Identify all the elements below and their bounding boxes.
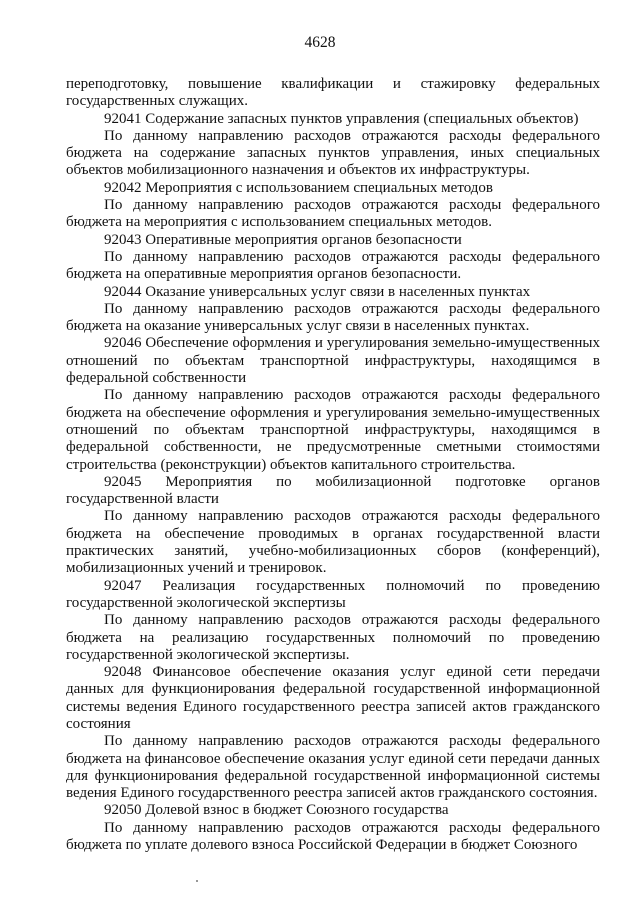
code-heading-92045: 92045 Мероприятия по мобилизационной подготовке органов государственной власти — [66, 473, 600, 508]
code-heading-92044: 92044 Оказание универсальных услуг связи в населенных пунктах — [104, 283, 531, 300]
description-92043: По данному направлению расходов отражаются расходы федерального бюджета на оперативные мероприятия органов безопасности. — [66, 248, 600, 283]
code-heading-92042: 92042 Мероприятия с использованием специальных методов — [104, 179, 493, 196]
code-heading-92050: 92050 Долевой взнос в бюджет Союзного государства — [104, 802, 449, 819]
page-number: 4628 — [304, 34, 336, 51]
description-92048: По данному направлению расходов отражаются расходы федерального бюджета на финансовое обеспечение оказания услуг единой сети передачи данных для функционирования федеральной государственной информационной системы ведения Единого государственного реестра записей актов гражданского состояния. — [66, 733, 600, 802]
description-92050: По данному направлению расходов отражаются расходы федерального бюджета по уплате долевого взноса Российской Федерации в бюджет Союзного — [66, 819, 600, 854]
description-92047: По данному направлению расходов отражаются расходы федерального бюджета на реализацию государственных полномочий по проведению государственной экологической экспертизы. — [66, 612, 600, 663]
description-92044: По данному направлению расходов отражаются расходы федерального бюджета на оказание универсальных услуг связи в населенных пунктах. — [66, 300, 600, 335]
code-heading-92048: 92048 Финансовое обеспечение оказания услуг единой сети передачи данных для функционирования федеральной государственной информационной системы ведения Единого государственного реестра записей актов гражданского состояния — [66, 664, 600, 732]
code-heading-92046: 92046 Обеспечение оформления и урегулирования земельно-имущественных отношений по объектам транспортной инфраструктуры, находящимся в федеральной собственности — [66, 335, 600, 387]
description-92046: По данному направлению расходов отражаются расходы федерального бюджета на обеспечение оформления и урегулирования земельно-имущественных отношений по объектам транспортной инфраструктуры, находящимся в федеральной собственности, не предусмотренные сметными стоимостями строительства (реконструкции) объектов капитального строительства. — [66, 387, 600, 473]
description-92045: По данному направлению расходов отражаются расходы федерального бюджета на обеспечение проводимых в органах государственной власти практических занятий, учебно-мобилизационных сборов (конференций), мобилизационных учений и тренировок. — [66, 508, 600, 577]
description-92041: По данному направлению расходов отражаются расходы федерального бюджета на содержание запасных пунктов управления, иных специальных объектов мобилизационного назначения и объектов их инфраструктуры. — [66, 127, 600, 179]
document-body — [66, 76, 600, 854]
paragraph-continuation: переподготовку, повышение квалификации и стажировку федеральных государственных служащих. — [66, 76, 600, 110]
description-92042: По данному направлению расходов отражаются расходы федерального бюджета на мероприятия с использованием специальных методов. — [66, 197, 600, 231]
code-heading-92041: 92041 Содержание запасных пунктов управления (специальных объектов) — [104, 110, 579, 127]
code-heading-92047: 92047 Реализация государственных полномочий по проведению государственной экологической экспертизы — [66, 577, 600, 611]
code-heading-92043: 92043 Оперативные мероприятия органов безопасности — [104, 231, 462, 248]
scan-speck — [196, 880, 198, 882]
